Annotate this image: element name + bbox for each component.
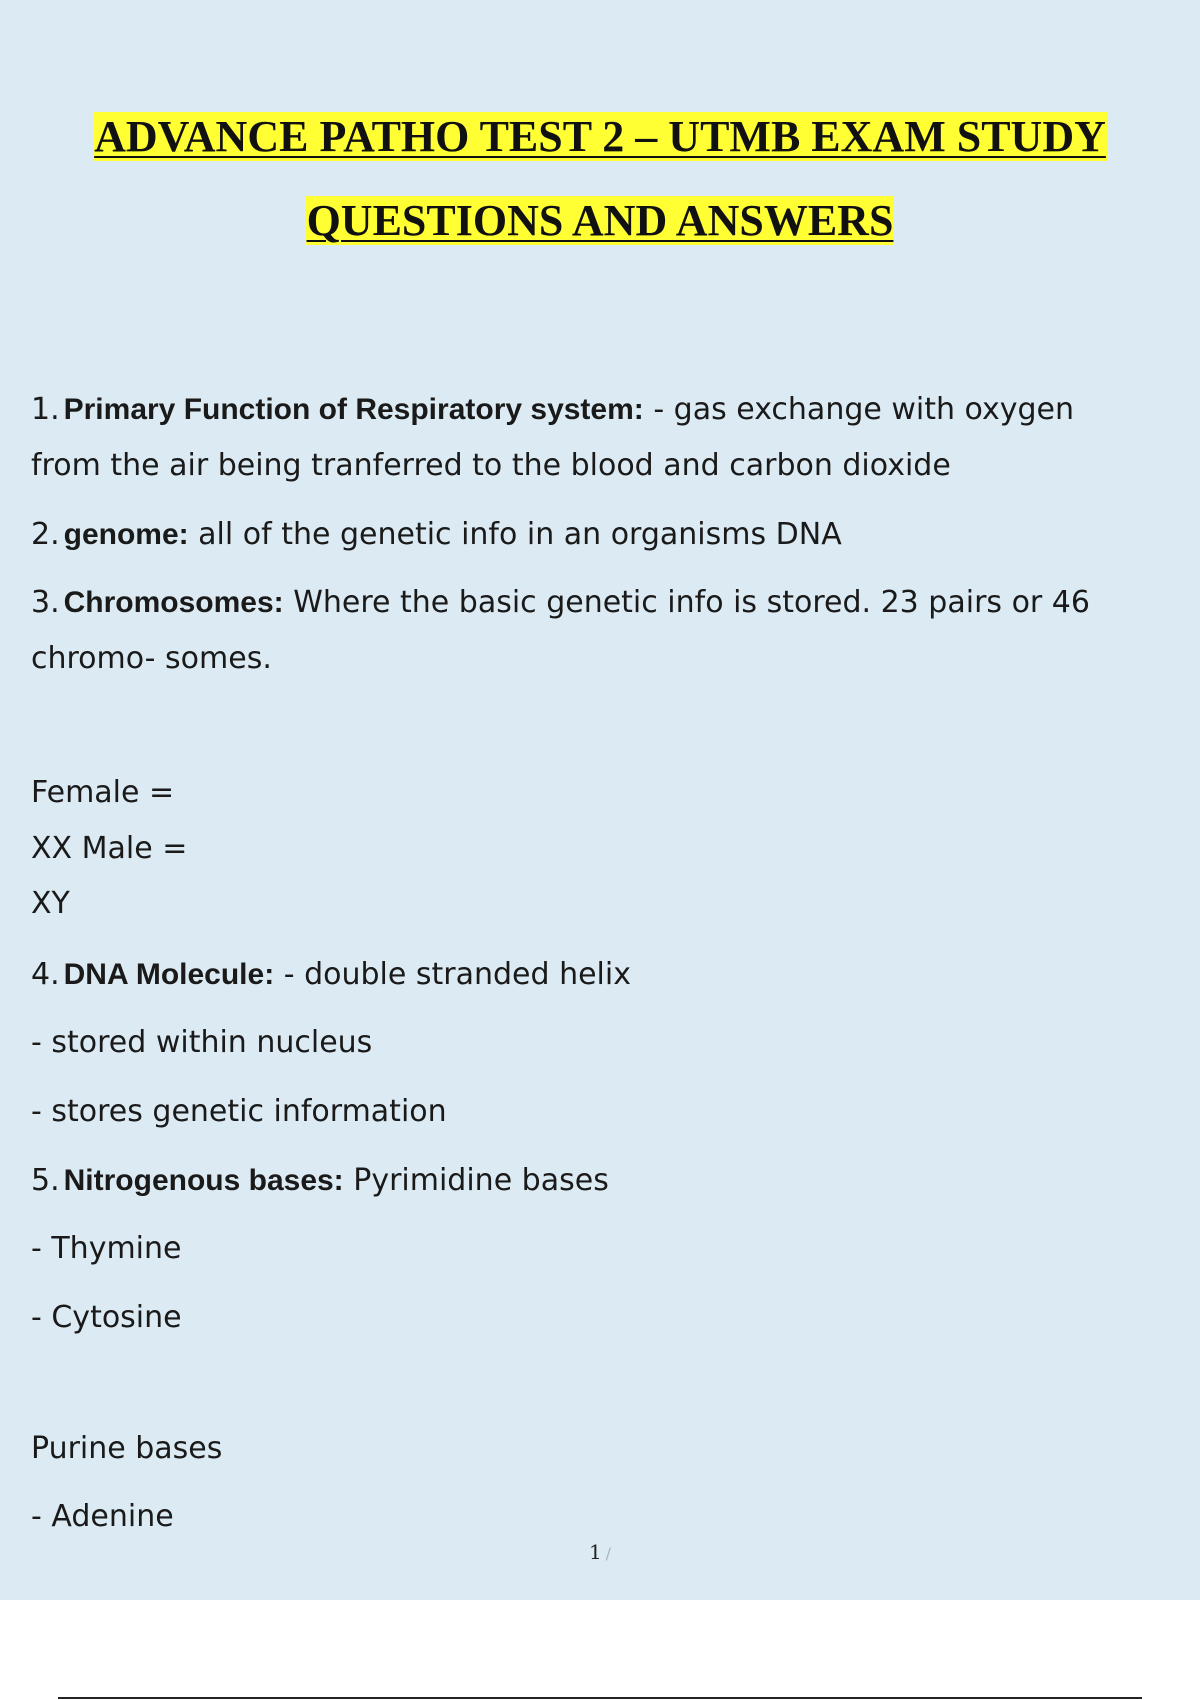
qa-item-5 (31, 1153, 1181, 1209)
item-definition: all of the genetic info in an organisms DNA (188, 517, 842, 552)
qa-item-4 (31, 947, 1181, 1003)
item-term: genome: (63, 518, 189, 551)
item-number: 5. (31, 1163, 60, 1198)
page-number: 1 / (588, 1540, 612, 1564)
item-term: Primary Function of Respiratory system: (63, 393, 644, 426)
dna-bullet-line: - stored within nucleus (31, 1025, 373, 1060)
qa-item-1-continued: from the air being tranferred to the blood and carbon dioxide (31, 448, 951, 483)
item-number: 4. (31, 957, 60, 992)
item-definition: - gas exchange with oxygen (643, 392, 1075, 427)
item-definition: Where the basic genetic info is stored. 23 pairs or 46 (283, 585, 1090, 620)
item-definition: Pyrimidine bases (343, 1163, 609, 1198)
item-definition: - double stranded helix (274, 957, 631, 992)
item-number: 3. (31, 585, 60, 620)
bases-bullet-line: - Adenine (31, 1499, 174, 1534)
bases-bullet-line: - Cytosine (31, 1300, 182, 1335)
bases-subheading: Purine bases (31, 1431, 223, 1466)
dna-bullet-line: - stores genetic information (31, 1094, 447, 1129)
qa-item-3-continued: chromo- somes. (31, 641, 272, 676)
page-divider-rule (58, 1697, 1142, 1699)
chromosome-note-line: XY (31, 886, 70, 921)
qa-item-3 (31, 575, 1181, 631)
item-term: Chromosomes: (63, 586, 284, 619)
chromosome-note-line: Female = (31, 775, 175, 810)
item-number: 1. (31, 392, 60, 427)
qa-item-1 (31, 382, 1181, 438)
bases-bullet-line: - Thymine (31, 1231, 182, 1266)
document-title-line-2: QUESTIONS AND ANSWERS (306, 196, 894, 245)
document-title-line-1: ADVANCE PATHO TEST 2 – UTMB EXAM STUDY (94, 112, 1106, 161)
item-term: Nitrogenous bases: (63, 1164, 344, 1197)
qa-item-2 (31, 507, 1181, 563)
chromosome-note-line: XX Male = (31, 831, 188, 866)
item-number: 2. (31, 517, 60, 552)
item-term: DNA Molecule: (63, 958, 275, 991)
